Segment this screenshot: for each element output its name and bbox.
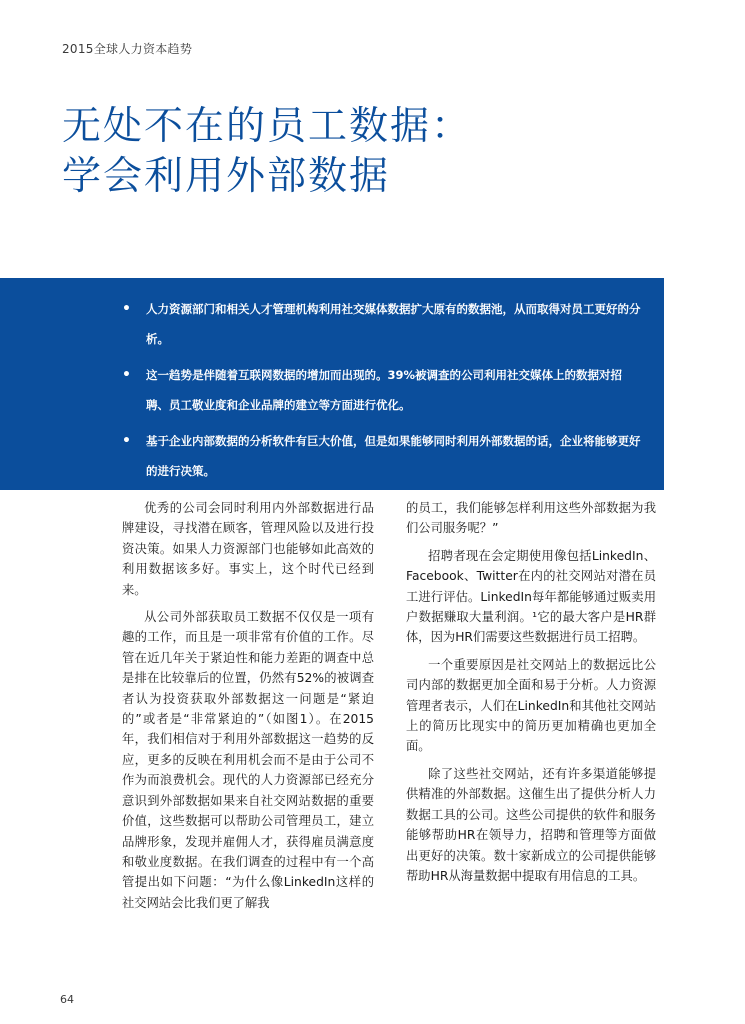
body-column-right: [406, 498, 656, 893]
key-point-item: [122, 294, 642, 354]
running-header: 2015全球人力资本趋势: [62, 42, 193, 56]
body-paragraph: 优秀的公司会同时利用内外部数据进行品牌建设，寻找潜在顾客，管理风险以及进行投资决策。如果人力资源部门也能够如此高效的利用数据该多好。事实上，这个时代已经到来。: [122, 501, 374, 597]
key-point-item: [122, 426, 642, 486]
key-points-list: [122, 294, 642, 492]
bullet-icon: •: [122, 367, 131, 383]
key-point-item: [122, 360, 642, 420]
key-points-box: [0, 278, 664, 490]
page-title-line-2: 学会利用外部数据: [62, 154, 391, 199]
body-paragraph: 从公司外部获取员工数据不仅仅是一项有趣的工作，而且是一项非常有价值的工作。尽管在近几年关于紧迫性和能力差距的调查中总是排在比较靠后的位置，仍然有52%的被调查者认为投资获取外部数据这一问题是“紧迫的”或者是“非常紧迫的”（如图1）。在2015年，我们相信对于利用外部数据这一趋势的反应，更多的反映在利用机会而不是由于公司不作为而浪费机会。现代的人力资源部已经充分意识到外部数据如果来自社交网站数据的重要价值，这些数据可以帮助公司管理员工，建立品牌形象，发现并雇佣人才，获得雇员满意度和敬业度数据。在我们调查的过程中有一个高管提出如下问题：“为什么像LinkedIn这样的社交网站会比我们更了解我: [122, 610, 374, 910]
page-title-line-1: 无处不在的员工数据：: [62, 104, 473, 149]
body-paragraph: 除了这些社交网站，还有许多渠道能够提供精准的外部数据。这催生出了提供分析人力数据工具的公司。这些公司提供的软件和服务能够帮助HR在领导力，招聘和管理等方面做出更好的决策。数十家新成立的公司提供能够帮助HR从海量数据中提取有用信息的工具。: [406, 766, 656, 883]
body-paragraph: 一个重要原因是社交网站上的数据远比公司内部的数据更加全面和易于分析。人力资源管理者表示，人们在LinkedIn和其他社交网站上的简历比现实中的简历更加精确也更加全面。: [406, 657, 656, 754]
page-title: [62, 102, 702, 202]
bullet-icon: •: [122, 301, 131, 317]
body-paragraph-continuation: 的员工，我们能够怎样利用这些外部数据为我们公司服务呢？”: [406, 501, 656, 536]
key-point-text: 人力资源部门和相关人才管理机构利用社交媒体数据扩大原有的数据池，从而取得对员工更好的分析。: [146, 302, 641, 346]
page-number: 64: [60, 993, 74, 1006]
bullet-icon: •: [122, 433, 131, 449]
body-column-left: [122, 498, 374, 920]
body-paragraph: 招聘者现在会定期使用像包括LinkedIn、Facebook、Twitter在内的社交网站对潜在员工进行评估。LinkedIn每年都能够通过贩卖用户数据赚取大量利润。¹它的最大客户是HR群体，因为HR们需要这些数据进行员工招聘。: [406, 548, 656, 645]
key-point-text: 基于企业内部数据的分析软件有巨大价值，但是如果能够同时利用外部数据的话，企业将能够更好的进行决策。: [146, 434, 641, 478]
key-point-text: 这一趋势是伴随着互联网数据的增加而出现的。39%被调查的公司利用社交媒体上的数据对招聘、员工敬业度和企业品牌的建立等方面进行优化。: [146, 368, 623, 412]
